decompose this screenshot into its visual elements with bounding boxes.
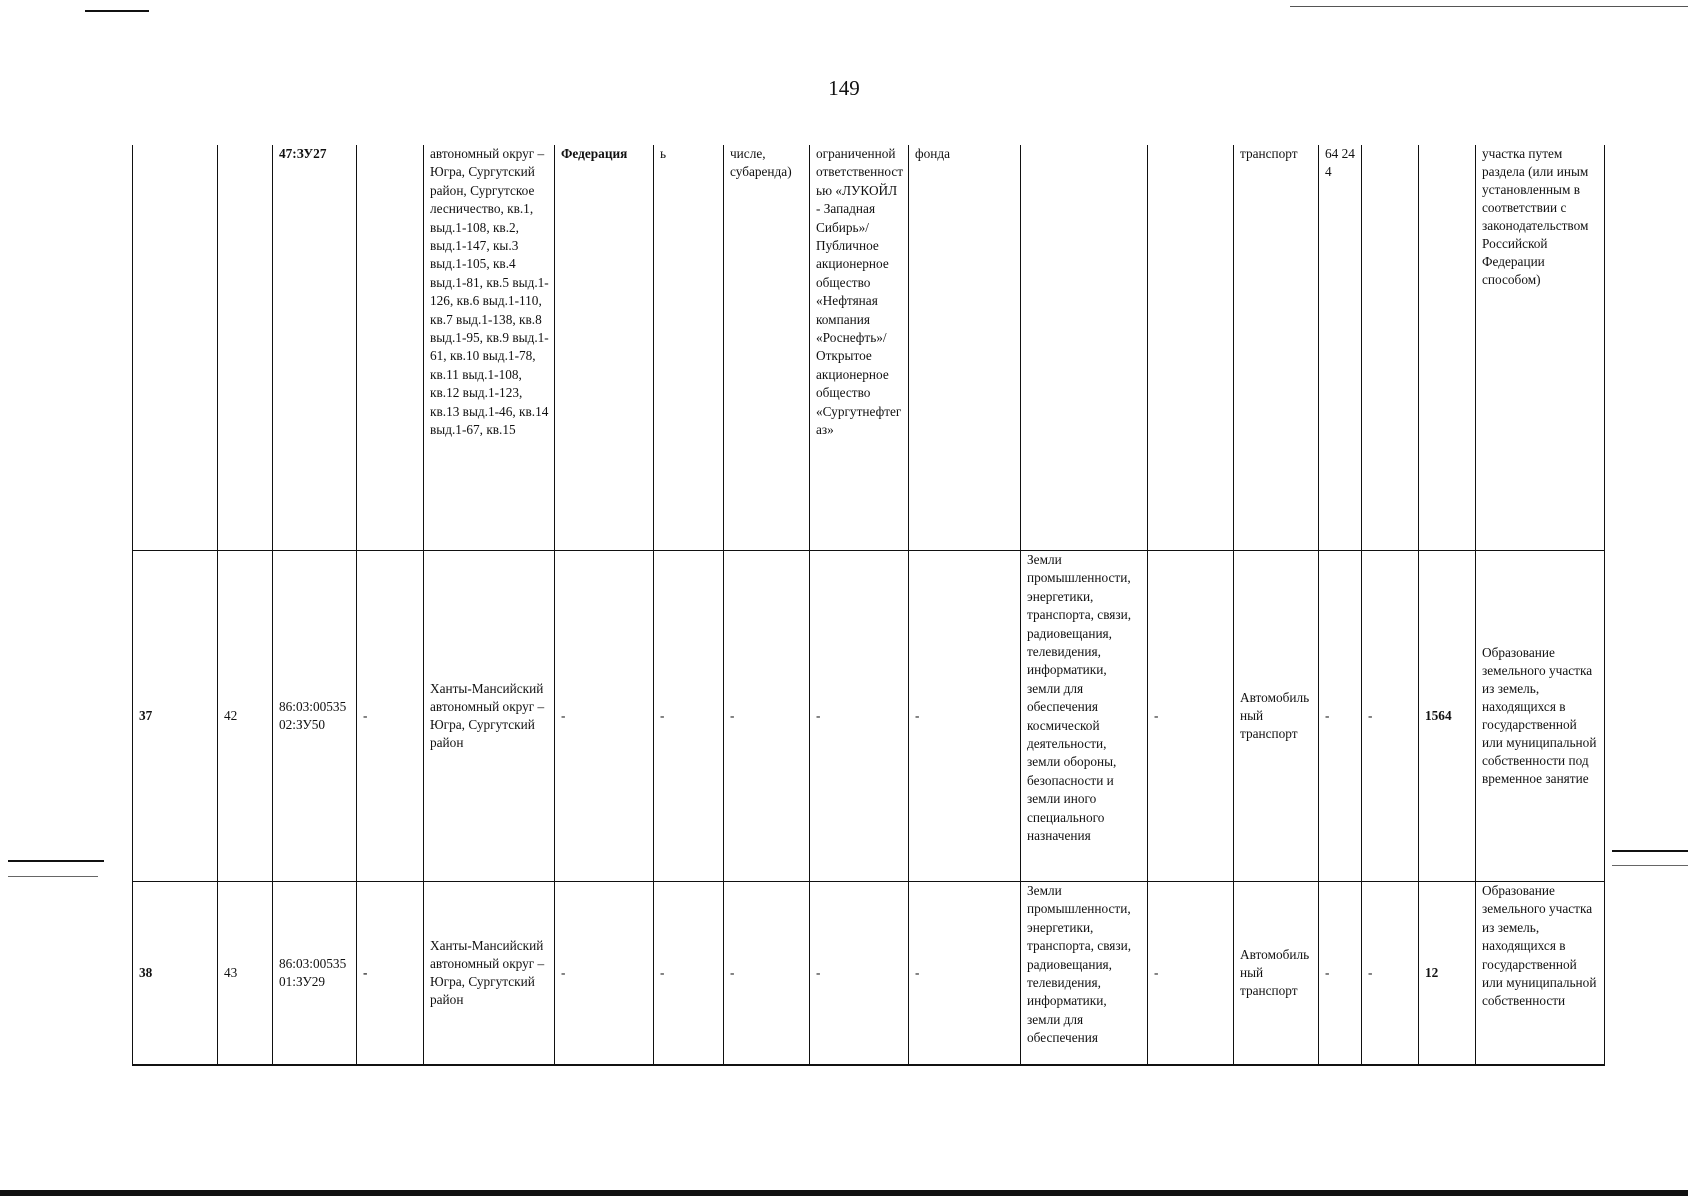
cell-c1: 43 xyxy=(218,882,273,1066)
cell-c6: ь xyxy=(654,145,724,551)
cell-c1: 42 xyxy=(218,551,273,882)
cell-row-number: 37 xyxy=(133,551,218,882)
cell-formation-method: Образование земельного участка из земель, находящихся в государственной или муниципальной собственности xyxy=(1476,882,1605,1066)
table-row xyxy=(133,551,1605,882)
cell-c14: - xyxy=(1362,551,1419,882)
cell-row-number: 38 xyxy=(133,882,218,1066)
cell-permitted-use: Автомобильный транспорт xyxy=(1234,551,1319,882)
top-right-rule xyxy=(1290,6,1688,7)
table-row xyxy=(133,882,1605,1066)
cell-cadastral-number: 86:03:0053502:ЗУ50 xyxy=(273,551,357,882)
page-number: 149 xyxy=(828,76,860,100)
right-margin-rule-thin xyxy=(1612,865,1688,866)
cell-land-category: Земли промышленности, энергетики, транспорта, связи, радиовещания, телевидения, информатики, земли для обеспечения космической деятельности, земли обороны, безопасности и земли иного специального назначения xyxy=(1021,551,1148,882)
land-plots-table xyxy=(132,145,1605,1066)
cell-c1 xyxy=(218,145,273,551)
right-margin-rule xyxy=(1612,850,1688,852)
cell-area xyxy=(1419,145,1476,551)
cell-formation-method: Образование земельного участка из земель, находящихся в государственной или муниципальной собственности под временное занятие xyxy=(1476,551,1605,882)
cell-c9: фонда xyxy=(909,145,1021,551)
cell-c8: - xyxy=(810,551,909,882)
cell-c7: числе, субаренда) xyxy=(724,145,810,551)
cell-land-category xyxy=(1021,145,1148,551)
cell-c3: - xyxy=(357,551,424,882)
cell-c8: ограниченной ответственностью «ЛУКОЙЛ - Западная Сибирь»/Публичное акционерное общество «Нефтяная компания «Роснефть»/Открытое акционерное общество «Сургутнефтегаз» xyxy=(810,145,909,551)
cell-cadastral-number: 47:ЗУ27 xyxy=(273,145,357,551)
cell-permitted-use: Автомобильный транспорт xyxy=(1234,882,1319,1066)
cell-location: автономный округ – Югра, Сургутский район, Сургутское лесничество, кв.1, выд.1-108, кв.2, выд.1-147, кы.3 выд.1-105, кв.4 выд.1-81, кв.5 выд.1-126, кв.6 выд.1-110, кв.7 выд.1-138, кв.8 выд.1-95, кв.9 выд.1-61, кв.10 выд.1-78, кв.11 выд.1-108, кв.12 выд.1-123, кв.13 выд.1-46, кв.14 выд.1-67, кв.15 xyxy=(424,145,555,551)
cell-area: 1564 xyxy=(1419,551,1476,882)
left-margin-rule xyxy=(8,860,104,862)
cell-c14 xyxy=(1362,145,1419,551)
left-margin-rule-thin xyxy=(8,876,98,877)
cell-c3: - xyxy=(357,882,424,1066)
cell-c13: - xyxy=(1319,551,1362,882)
cell-c6: - xyxy=(654,551,724,882)
cell-cadastral-number: 86:03:0053501:ЗУ29 xyxy=(273,882,357,1066)
cell-c6: - xyxy=(654,882,724,1066)
cell-formation-method: участка путем раздела (или иным установленным в соответствии с законодательством Российской Федерации способом) xyxy=(1476,145,1605,551)
cell-location: Ханты-Мансийский автономный округ – Югра, Сургутский район xyxy=(424,882,555,1066)
cell-c7: - xyxy=(724,882,810,1066)
cell-c11 xyxy=(1148,145,1234,551)
cell-area: 12 xyxy=(1419,882,1476,1066)
cell-c5: - xyxy=(555,882,654,1066)
top-left-rule xyxy=(85,10,149,12)
cell-c11: - xyxy=(1148,551,1234,882)
cell-c9: - xyxy=(909,551,1021,882)
cell-land-category: Земли промышленности, энергетики, транспорта, связи, радиовещания, телевидения, информатики, земли для обеспечения xyxy=(1021,882,1148,1066)
cell-c9: - xyxy=(909,882,1021,1066)
cell-c3 xyxy=(357,145,424,551)
cell-c7: - xyxy=(724,551,810,882)
cell-c8: - xyxy=(810,882,909,1066)
cell-c11: - xyxy=(1148,882,1234,1066)
cell-c5: Федерация xyxy=(555,145,654,551)
cell-c14: - xyxy=(1362,882,1419,1066)
table-row xyxy=(133,145,1605,551)
cell-location: Ханты-Мансийский автономный округ – Югра, Сургутский район xyxy=(424,551,555,882)
cell-c13: - xyxy=(1319,882,1362,1066)
cell-c5: - xyxy=(555,551,654,882)
cell-permitted-use: транспорт xyxy=(1234,145,1319,551)
cell-c13: 64 24 4 xyxy=(1319,145,1362,551)
bottom-rule xyxy=(0,1190,1688,1196)
cell-c0 xyxy=(133,145,218,551)
